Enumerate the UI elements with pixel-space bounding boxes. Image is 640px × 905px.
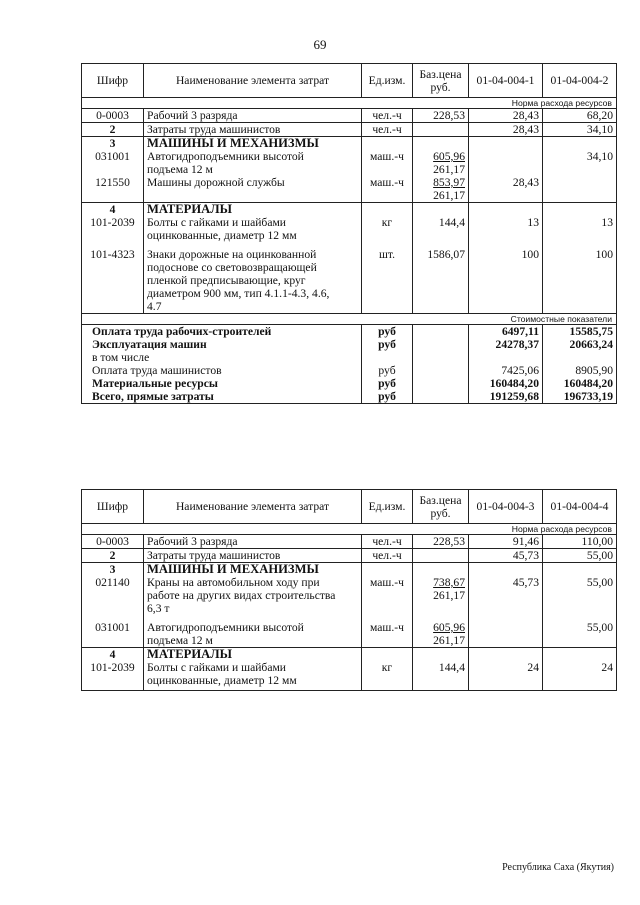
summary-row-total: Всего, прямые затраты руб 191259,68 196733,19 [82,390,617,404]
summary-row: Эксплуатация машин руб 24278,37 20663,24 [82,338,617,351]
summary-row: Материальные ресурсы руб 160484,20 160484,20 [82,377,617,390]
band-resource-norms: Норма расхода ресурсов [82,524,617,535]
header-unit: Ед.изм. [362,64,413,98]
table-row: 101-2039 Болты с гайками и шайбами оцинкованные, диаметр 12 мм кг 144,4 24 24 [82,661,617,691]
cost-table-2 [81,489,617,691]
header-rate-4: 01-04-004-4 [543,490,617,524]
header-base-price: Баз.цена руб. [413,64,469,98]
header-name: Наименование элемента затрат [144,64,362,98]
header-name: Наименование элемента затрат [144,490,362,524]
section-row: 4 МАТЕРИАЛЫ [82,648,617,662]
table-row: 101-2039 Болты с гайками и шайбами оцинкованные, диаметр 12 мм кг 144,4 13 13 [82,216,617,242]
header-unit: Ед.изм. [362,490,413,524]
table-header [82,490,617,524]
summary-row: Оплата труда рабочих-строителей руб 6497,11 15585,75 [82,325,617,339]
section-row: 3 МАШИНЫ И МЕХАНИЗМЫ [82,563,617,577]
band-cost-indicators: Стоимостные показатели [82,314,617,325]
table-row: 031001 Автогидроподъемники высотой подъема 12 м маш.-ч 605,96 261,17 34,10 [82,150,617,176]
summary-row: Оплата труда машинистов руб 7425,06 8905,90 [82,364,617,377]
table-row: 0-0003 Рабочий 3 разряда чел.-ч 228,53 91,46 110,00 [82,535,617,549]
table-row: 0-0003 Рабочий 3 разряда чел.-ч 228,53 28,43 68,20 [82,109,617,123]
page-number: 69 [313,37,327,52]
table-row: 021140 Краны на автомобильном ходу при работе на других видах строительства 6,3 т маш.-ч 738,67 261,17 45,73 55,00 [82,576,617,615]
band-resource-norms: Норма расхода ресурсов [82,98,617,109]
header-rate-3: 01-04-004-3 [469,490,543,524]
table-row: 031001 Автогидроподъемники высотой подъема 12 м маш.-ч 605,96 261,17 55,00 [82,615,617,648]
table-row: 2 Затраты труда машинистов чел.-ч 28,43 34,10 [82,123,617,137]
cost-table-1 [81,63,617,404]
header-code: Шифр [82,64,144,98]
section-row: 4 МАТЕРИАЛЫ [82,203,617,217]
table-row: 101-4323 Знаки дорожные на оцинкованной подосновe со световозвращающей пленкой предписывающие, круг диаметром 900 мм, тип 4.1.1-4.3, 4.6, 4.7 шт. 1586,07 100 100 [82,242,617,314]
section-row: 3 МАШИНЫ И МЕХАНИЗМЫ [82,137,617,151]
table-row: 2 Затраты труда машинистов чел.-ч 45,73 55,00 [82,549,617,563]
summary-row: в том числе [82,351,617,364]
footer-region: Республика Саха (Якутия) [502,862,614,873]
header-rate-2: 01-04-004-2 [543,64,617,98]
header-base-price: Баз.цена руб. [413,490,469,524]
table-header [82,64,617,98]
header-code: Шифр [82,490,144,524]
table-row: 121550 Машины дорожной службы маш.-ч 853,97 261,17 28,43 [82,176,617,203]
header-rate-1: 01-04-004-1 [469,64,543,98]
